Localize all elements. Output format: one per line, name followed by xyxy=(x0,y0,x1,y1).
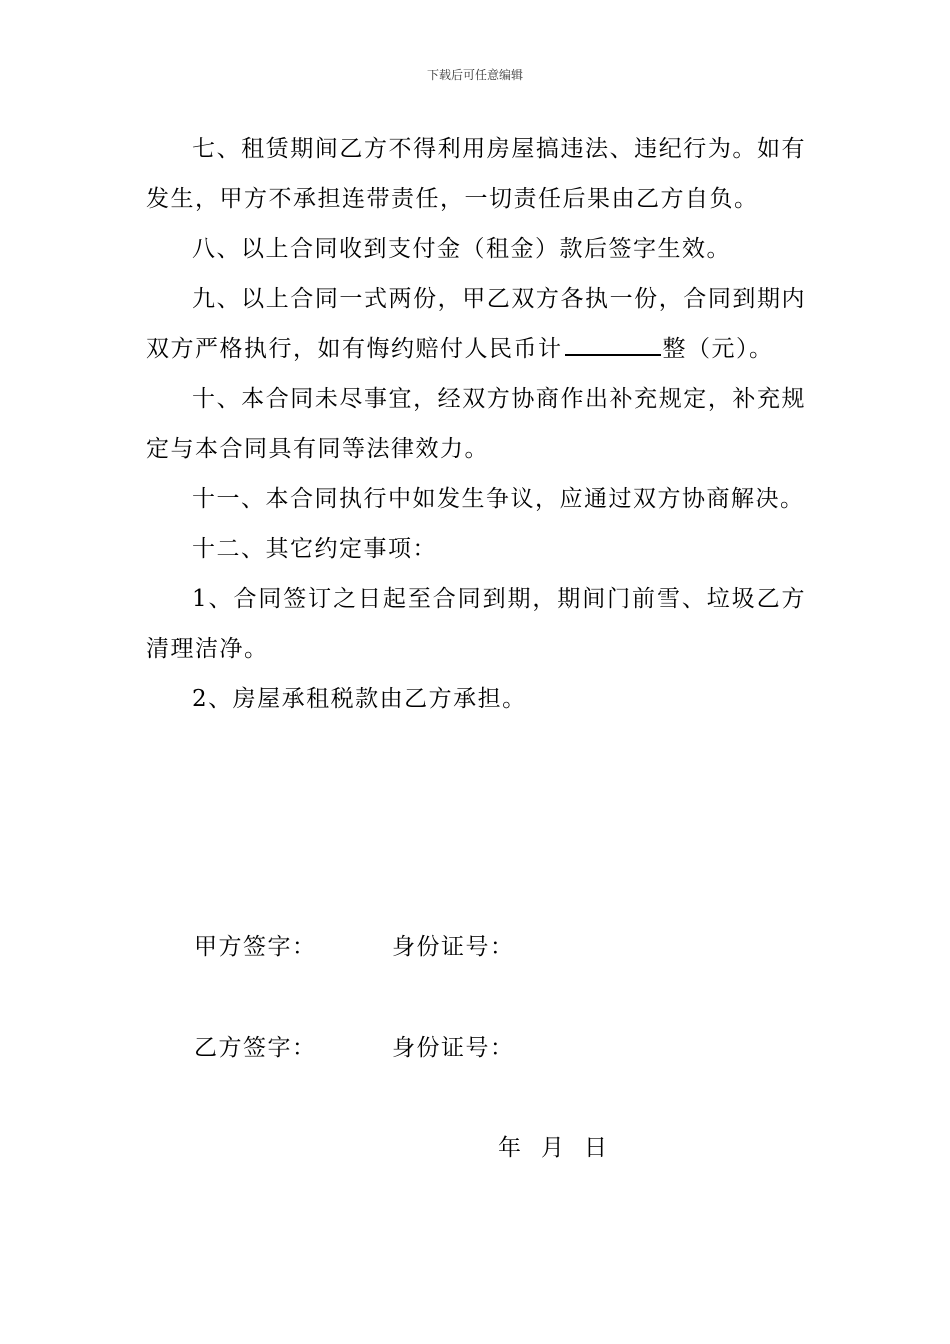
clause-12: 十二、其它约定事项： xyxy=(192,536,437,562)
clause-9 xyxy=(146,274,806,374)
date-year-label: 年 xyxy=(498,1135,521,1161)
date-day-label: 日 xyxy=(584,1135,607,1161)
clause-10: 十、本合同未尽事宜，经双方协商作出补充规定，补充规定与本合同具有同等法律效力。 xyxy=(146,386,806,462)
clause-11: 十一、本合同执行中如发生争议，应通过双方协商解决。 xyxy=(192,486,805,512)
clause-7: 七、租赁期间乙方不得利用房屋搞违法、违纪行为。如有发生，甲方不承担连带责任，一切责任后果由乙方自负。 xyxy=(146,136,806,212)
date-line xyxy=(498,1129,627,1162)
clause-12-item-2: 2、房屋承租税款由乙方承担。 xyxy=(192,686,527,712)
party-a-signature-label: 甲方签字： xyxy=(194,934,317,960)
party-a-signature-line xyxy=(194,928,515,961)
party-b-signature-line xyxy=(194,1029,515,1062)
clause-12-item-1: 1、合同签订之日起至合同到期，期间门前雪、垃圾乙方清理洁净。 xyxy=(146,586,806,662)
date-month-label: 月 xyxy=(541,1135,564,1161)
party-b-id-label: 身份证号： xyxy=(392,1035,515,1061)
clause-8: 八、以上合同收到支付金（租金）款后签字生效。 xyxy=(192,236,731,262)
header-note: 下载后可任意编辑 xyxy=(426,68,523,82)
party-a-id-label: 身份证号： xyxy=(392,934,515,960)
party-b-signature-label: 乙方签字： xyxy=(194,1035,317,1061)
contract-body xyxy=(146,124,806,724)
clause-9-text-before: 九、以上合同一式两份，甲乙双方各执一份，合同到期内双方严格执行，如有悔约赔付人民币计 xyxy=(146,286,806,362)
clause-9-text-after: 整（元）。 xyxy=(662,336,774,362)
amount-blank xyxy=(565,330,661,356)
